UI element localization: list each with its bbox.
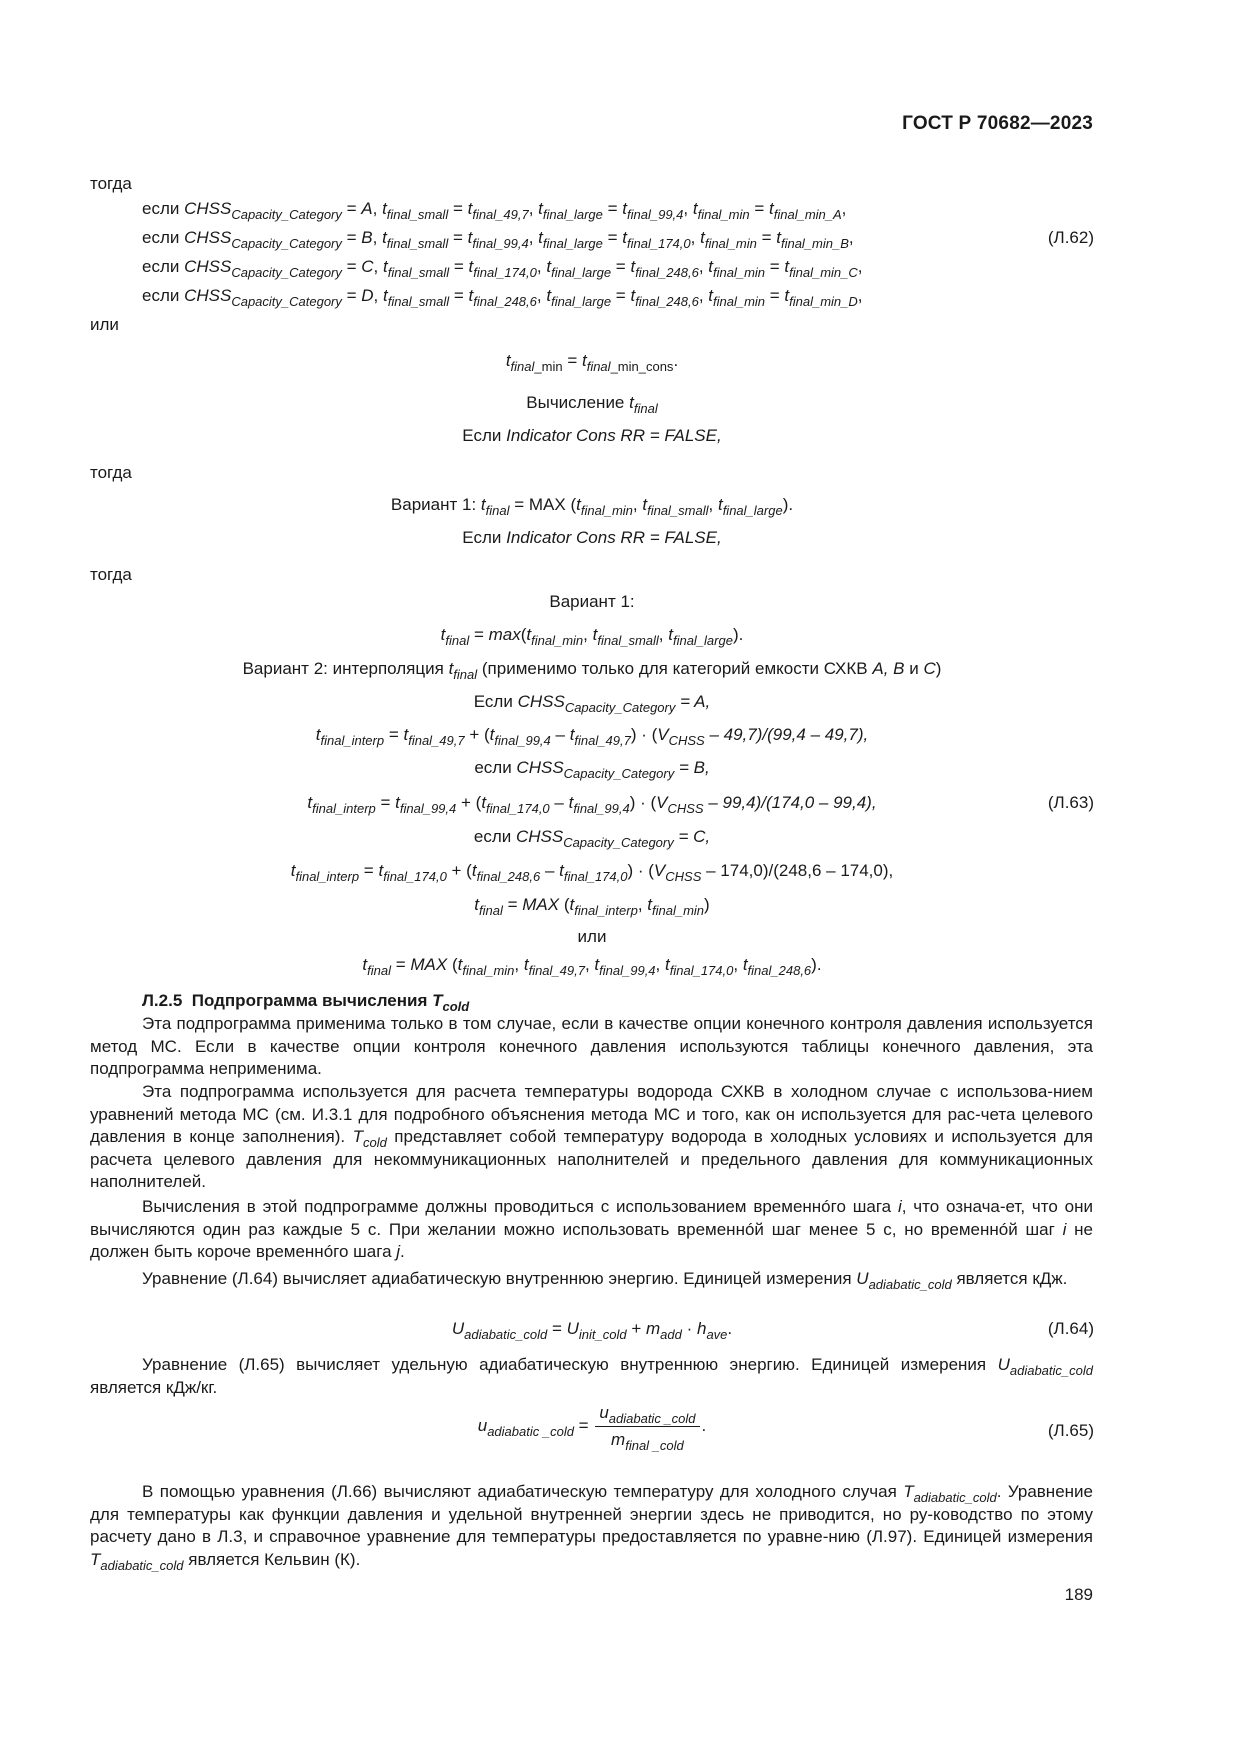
- variant1-label: Вариант 1:: [549, 592, 635, 611]
- word-or-2: или: [577, 927, 607, 946]
- eq62-case-b: если $CHSS_{Capacity\_Category} = B$, $t_{final\_small} = t_{final\_99,4}$, $t_{final\_large} = t_{final\_174,0}$, $t_{final\_min} = t_{final\_min\_B}$,: [142, 228, 854, 251]
- paragraph-6: В помощью уравнения (Л.66) вычисляют адиабатическую температуру для холодного случая $T_{adiabatic\_cold}$. Уравнение для температуры как функции давления и удельной внутренней энергии здесь не приводится, но ру-ководство по этому расчету дано в Л.3, и справочное уравнение для температуры предоставляется по уравне-нию (Л.97). Единицей измерения $T_{adiabatic\_cold}$ является Кельвин (К).: [90, 1482, 1093, 1573]
- eq64-number: (Л.64): [1047, 1319, 1094, 1338]
- eq65-number: (Л.65): [1047, 1421, 1094, 1440]
- eq62-case-c: если $CHSS_{Capacity\_Category} = C$, $t_{final\_small} = t_{final\_174,0}$, $t_{final\_large} = t_{final\_248,6}$, $t_{final\_min} = t_{final\_min\_C}$,: [142, 257, 863, 280]
- paragraph-5: Уравнение (Л.65) вычисляет удельную адиабатическую внутреннюю энергию. Единицей измерения $U_{adiabatic\_cold}$ является кДж/кг.: [90, 1355, 1093, 1397]
- eq-min-cons: $t_{final\_min} = t_{final\_min\_cons}$.: [505, 351, 679, 374]
- page-number: 189: [1064, 1585, 1093, 1604]
- eq62-number: (Л.62): [1047, 228, 1094, 247]
- variant1-formula: $t_{final} = \max(t_{final\_min}$, $t_{final\_small}$, $t_{final\_large}$).: [440, 625, 744, 648]
- paragraph-4: Уравнение (Л.64) вычисляет адиабатическую внутреннюю энергию. Единицей измерения $U_{adiabatic\_cold}$ является кДж.: [142, 1269, 1068, 1292]
- document-code: ГОСТ Р 70682—2023: [902, 113, 1093, 134]
- eq65-formula: $u_{adiabatic \_cold}$ = $\frac{u_{adiabatic \_cold}}{m_{final \_cold}}$ .: [477, 1403, 707, 1453]
- eq63-final-max-all: $t_{final}$ = MAX ($t_{final\_min}$, $t_{final\_49,7}$, $t_{final\_99,4}$, $t_{final\_174,0}$, $t_{final\_248,6}$).: [362, 955, 822, 978]
- section-heading: Л.2.5 Подпрограмма вычисления $T_{cold}$: [142, 991, 470, 1014]
- variant1-max: Вариант 1: $t_{final}$ = MAX ($t_{final\_min}$, $t_{final\_small}$, $t_{final\_large}$).: [390, 495, 794, 518]
- calc-title: Вычисление $t_{final}$: [526, 393, 658, 416]
- paragraph-3: Вычисления в этой подпрограмме должны проводиться с использованием временнóго шага i, что означа-ет, что они вычисляются один раз каждые 5 с. При желании можно использовать временнóй шаг менее 5 с, но временнóй шаг i не должен быть короче временнóго шага j.: [90, 1197, 1093, 1261]
- eq62-case-d: если $CHSS_{Capacity\_Category} = D$, $t_{final\_small} = t_{final\_248,6}$, $t_{final\_large} = t_{final\_248,6}$, $t_{final\_min} = t_{final\_min\_D}$,: [142, 286, 863, 309]
- eq63-interp-a: $t_{final\_interp} = t_{final\_49,7} + (t_{final\_99,4} - t_{final\_49,7}) \cdot (V_{CHSS} - 49,7)/(99,4 - 49,7)$,: [315, 725, 869, 748]
- word-or-1: или: [90, 315, 119, 334]
- eq65-fraction: $\frac{u_{adiabatic \_cold}}{m_{final \_cold}}$: [595, 1402, 699, 1451]
- paragraph-1: Эта подпрограмма применима только в том случае, если в качестве опции конечного контроля давления используется метод МС. Если в качестве опции контроля конечного давления используются таблицы конечного давления, эта подпрограмма неприменима.: [90, 1014, 1093, 1078]
- eq62-case-a: если $CHSS_{Capacity\_Category} = A$, $t_{final\_small} = t_{final\_49,7}$, $t_{final\_large} = t_{final\_99,4}$, $t_{final\_min} = t_{final\_min\_A}$,: [142, 199, 847, 222]
- eq63-interp-b: $t_{final\_interp} = t_{final\_99,4} + (t_{final\_174,0} - t_{final\_99,4}) \cdot (V_{CHSS} - 99,4)/(174,0 - 99,4)$,: [307, 793, 877, 816]
- eq63-if-b: если $CHSS_{Capacity\_Category} = B$,: [474, 758, 710, 781]
- word-then-3: тогда: [90, 565, 132, 584]
- if-false-2: Если Indicator Cons RR = FALSE,: [462, 528, 722, 547]
- variant2-label: Вариант 2: интерполяция $t_{final}$ (применимо только для категорий емкости СХКВ A, B и C): [242, 659, 942, 682]
- if-false-1: Если Indicator Cons RR = FALSE,: [462, 426, 722, 445]
- eq63-if-c: если $CHSS_{Capacity\_Category} = C$,: [473, 827, 711, 850]
- eq64-formula: $U_{adiabatic\_cold} = U_{init\_cold} + m_{add} \cdot h_{ave}$.: [451, 1319, 733, 1342]
- word-then-2: тогда: [90, 463, 132, 482]
- paragraph-2: Эта подпрограмма используется для расчета температуры водорода СХКВ в холодном случае с использова-нием уравнений метода МС (см. И.3.1 для подробного объяснения метода МС и того, как он используется для рас-чета целевого давления в конце заполнения). $T_{cold}$ представляет собой температуру водорода в холодных условиях и используется для расчета целевого давления для некоммуникационных наполнителей и предельного давления для коммуникационных наполнителей.: [90, 1082, 1093, 1191]
- word-then-1: тогда: [90, 174, 132, 193]
- eq63-interp-c: $t_{final\_interp} = t_{final\_174,0} + (t_{final\_248,6} - t_{final\_174,0}) \cdot (V_{CHSS} - 174,0)/(248,6 - 174,0)$,: [290, 861, 894, 884]
- eq63-number: (Л.63): [1047, 793, 1094, 812]
- eq63-if-a: Если $CHSS_{Capacity\_Category} = A$,: [473, 692, 711, 715]
- eq63-final-max: $t_{final}$ = MAX ($t_{final\_interp}$, $t_{final\_min}$): [474, 895, 710, 918]
